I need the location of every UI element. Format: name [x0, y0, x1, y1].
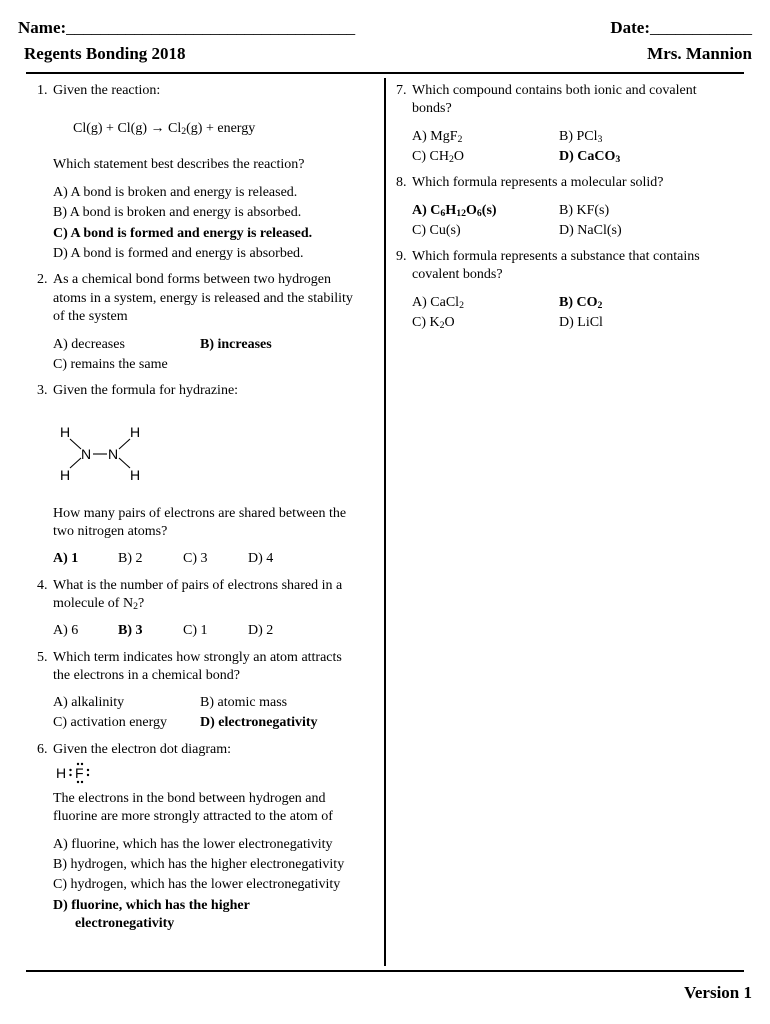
hydrazine-bond-2: [119, 439, 130, 449]
hydrazine-h2: H: [130, 424, 141, 440]
date-label: Date:: [610, 18, 650, 37]
q3-option-d[interactable]: D) 4: [248, 551, 274, 566]
q7-line-2: bonds?: [412, 101, 452, 116]
date-field: [610, 18, 752, 38]
q1-number: 1.: [37, 83, 48, 98]
q2-line-2: atoms in a system, energy is released and the stability: [53, 291, 353, 306]
hydrazine-structure: [55, 420, 155, 488]
q4-option-c[interactable]: C) 1: [183, 623, 208, 638]
hydrazine-h4: H: [130, 467, 141, 483]
q6-stem: Given the electron dot diagram:: [53, 742, 232, 757]
q5-option-d[interactable]: D) electronegativity: [200, 715, 318, 730]
q7-option-d[interactable]: D) CaCO$_3$: [559, 149, 621, 165]
q4-line-1: What is the number of pairs of electrons shared in a: [53, 578, 343, 593]
q1-option-a[interactable]: A) A bond is broken and energy is released.: [53, 185, 298, 200]
column-divider: [384, 78, 386, 966]
q4-option-b[interactable]: B) 3: [118, 623, 143, 638]
q5-option-b[interactable]: B) atomic mass: [200, 695, 288, 710]
q1-option-c[interactable]: C) A bond is formed and energy is released.: [53, 226, 313, 241]
footer-rule: [26, 970, 744, 972]
q8-stem: Which formula represents a molecular solid?: [412, 175, 664, 190]
q3-option-a[interactable]: A) 1: [53, 551, 79, 566]
q4-number: 4.: [37, 578, 48, 593]
q7-number: 7.: [396, 83, 407, 98]
q1-question: Which statement best describes the reaction?: [53, 157, 305, 172]
hydrazine-bond-1: [70, 439, 81, 449]
q9-option-d[interactable]: D) LiCl: [559, 315, 603, 330]
q6-option-d-cont: electronegativity: [75, 916, 175, 931]
q2-line-3: of the system: [53, 309, 128, 324]
q6-option-a[interactable]: A) fluorine, which has the lower electronegativity: [53, 837, 333, 852]
q3-option-b[interactable]: B) 2: [118, 551, 143, 566]
worksheet-title: Regents Bonding 2018: [24, 44, 186, 63]
q1-stem: Given the reaction:: [53, 83, 161, 98]
q8-number: 8.: [396, 175, 407, 190]
q2-option-a[interactable]: A) decreases: [53, 337, 125, 352]
q7-option-c[interactable]: C) $CH_2O$: [412, 149, 464, 165]
q3-option-c[interactable]: C) 3: [183, 551, 208, 566]
q8-option-c[interactable]: C) Cu(s): [412, 223, 461, 238]
hydrazine-h1: H: [60, 424, 71, 440]
name-label: Name:: [18, 18, 67, 37]
q2-option-b[interactable]: B) increases: [200, 337, 272, 352]
q7-option-a[interactable]: A) MgF$_2$: [412, 129, 463, 145]
q1-option-d[interactable]: D) A bond is formed and energy is absorbed.: [53, 246, 304, 261]
q9-option-c[interactable]: C) $K_2O$: [412, 315, 455, 331]
q4-option-d[interactable]: D) 2: [248, 623, 274, 638]
q7-line-1: Which compound contains both ionic and covalent: [412, 83, 697, 98]
q9-line-1: Which formula represents a substance that contains: [412, 249, 700, 264]
q1-equation: $Cl(g) + Cl(g) \to Cl_2(g)$ + energy: [73, 121, 256, 137]
q8-option-b[interactable]: B) KF(s): [559, 203, 610, 218]
q6-number: 6.: [37, 742, 48, 757]
hydrazine-h3: H: [60, 467, 71, 483]
electron-dot-diagram: [55, 760, 105, 786]
hydrazine-bond-3: [70, 458, 81, 468]
q8-option-a[interactable]: A) $C_6H_{12}O_6(s)$: [412, 203, 497, 219]
q9-option-a[interactable]: A) CaCl$_2$: [412, 295, 464, 311]
q5-line-1: Which term indicates how strongly an atom attracts: [53, 650, 342, 665]
q6-option-d[interactable]: D) fluorine, which has the higher: [53, 898, 250, 913]
q9-option-b[interactable]: B) $CO_2$: [559, 295, 603, 311]
q3-stem: Given the formula for hydrazine:: [53, 383, 239, 398]
q4-line-2: molecule of $N_2$?: [53, 596, 145, 612]
q1-option-b[interactable]: B) A bond is broken and energy is absorbed.: [53, 205, 302, 220]
q5-line-2: the electrons in a chemical bond?: [53, 668, 240, 683]
header-rule: [26, 72, 744, 74]
q2-number: 2.: [37, 272, 48, 287]
q5-option-a[interactable]: A) alkalinity: [53, 695, 125, 710]
q9-number: 9.: [396, 249, 407, 264]
q6-option-c[interactable]: C) hydrogen, which has the lower electronegativity: [53, 877, 341, 892]
q6-line-2: fluorine are more strongly attracted to the atom of: [53, 809, 333, 824]
date-blank: ____________: [650, 18, 752, 37]
name-field: [18, 18, 355, 38]
name-blank: __________________________________: [66, 18, 356, 37]
q4-option-a[interactable]: A) 6: [53, 623, 79, 638]
hydrazine-n2: N: [108, 446, 119, 462]
version-label: Version 1: [684, 983, 752, 1002]
hydrazine-n1: N: [81, 446, 92, 462]
q3-line-1: How many pairs of electrons are shared between the: [53, 506, 347, 521]
dot-f: F: [75, 765, 84, 781]
q9-line-2: covalent bonds?: [412, 267, 503, 282]
q5-number: 5.: [37, 650, 48, 665]
q2-option-c[interactable]: C) remains the same: [53, 357, 168, 372]
teacher-name: Mrs. Mannion: [647, 44, 752, 63]
q3-line-2: two nitrogen atoms?: [53, 524, 168, 539]
q6-line-1: The electrons in the bond between hydrogen and: [53, 791, 326, 806]
q2-line-1: As a chemical bond forms between two hydrogen: [53, 272, 331, 287]
q5-option-c[interactable]: C) activation energy: [53, 715, 168, 730]
q3-number: 3.: [37, 383, 48, 398]
hydrazine-bond-4: [119, 458, 130, 468]
q7-option-b[interactable]: B) PCl$_3$: [559, 129, 603, 145]
q6-option-b[interactable]: B) hydrogen, which has the higher electronegativity: [53, 857, 345, 872]
q8-option-d[interactable]: D) NaCl(s): [559, 223, 622, 238]
dot-h: H: [56, 765, 67, 781]
